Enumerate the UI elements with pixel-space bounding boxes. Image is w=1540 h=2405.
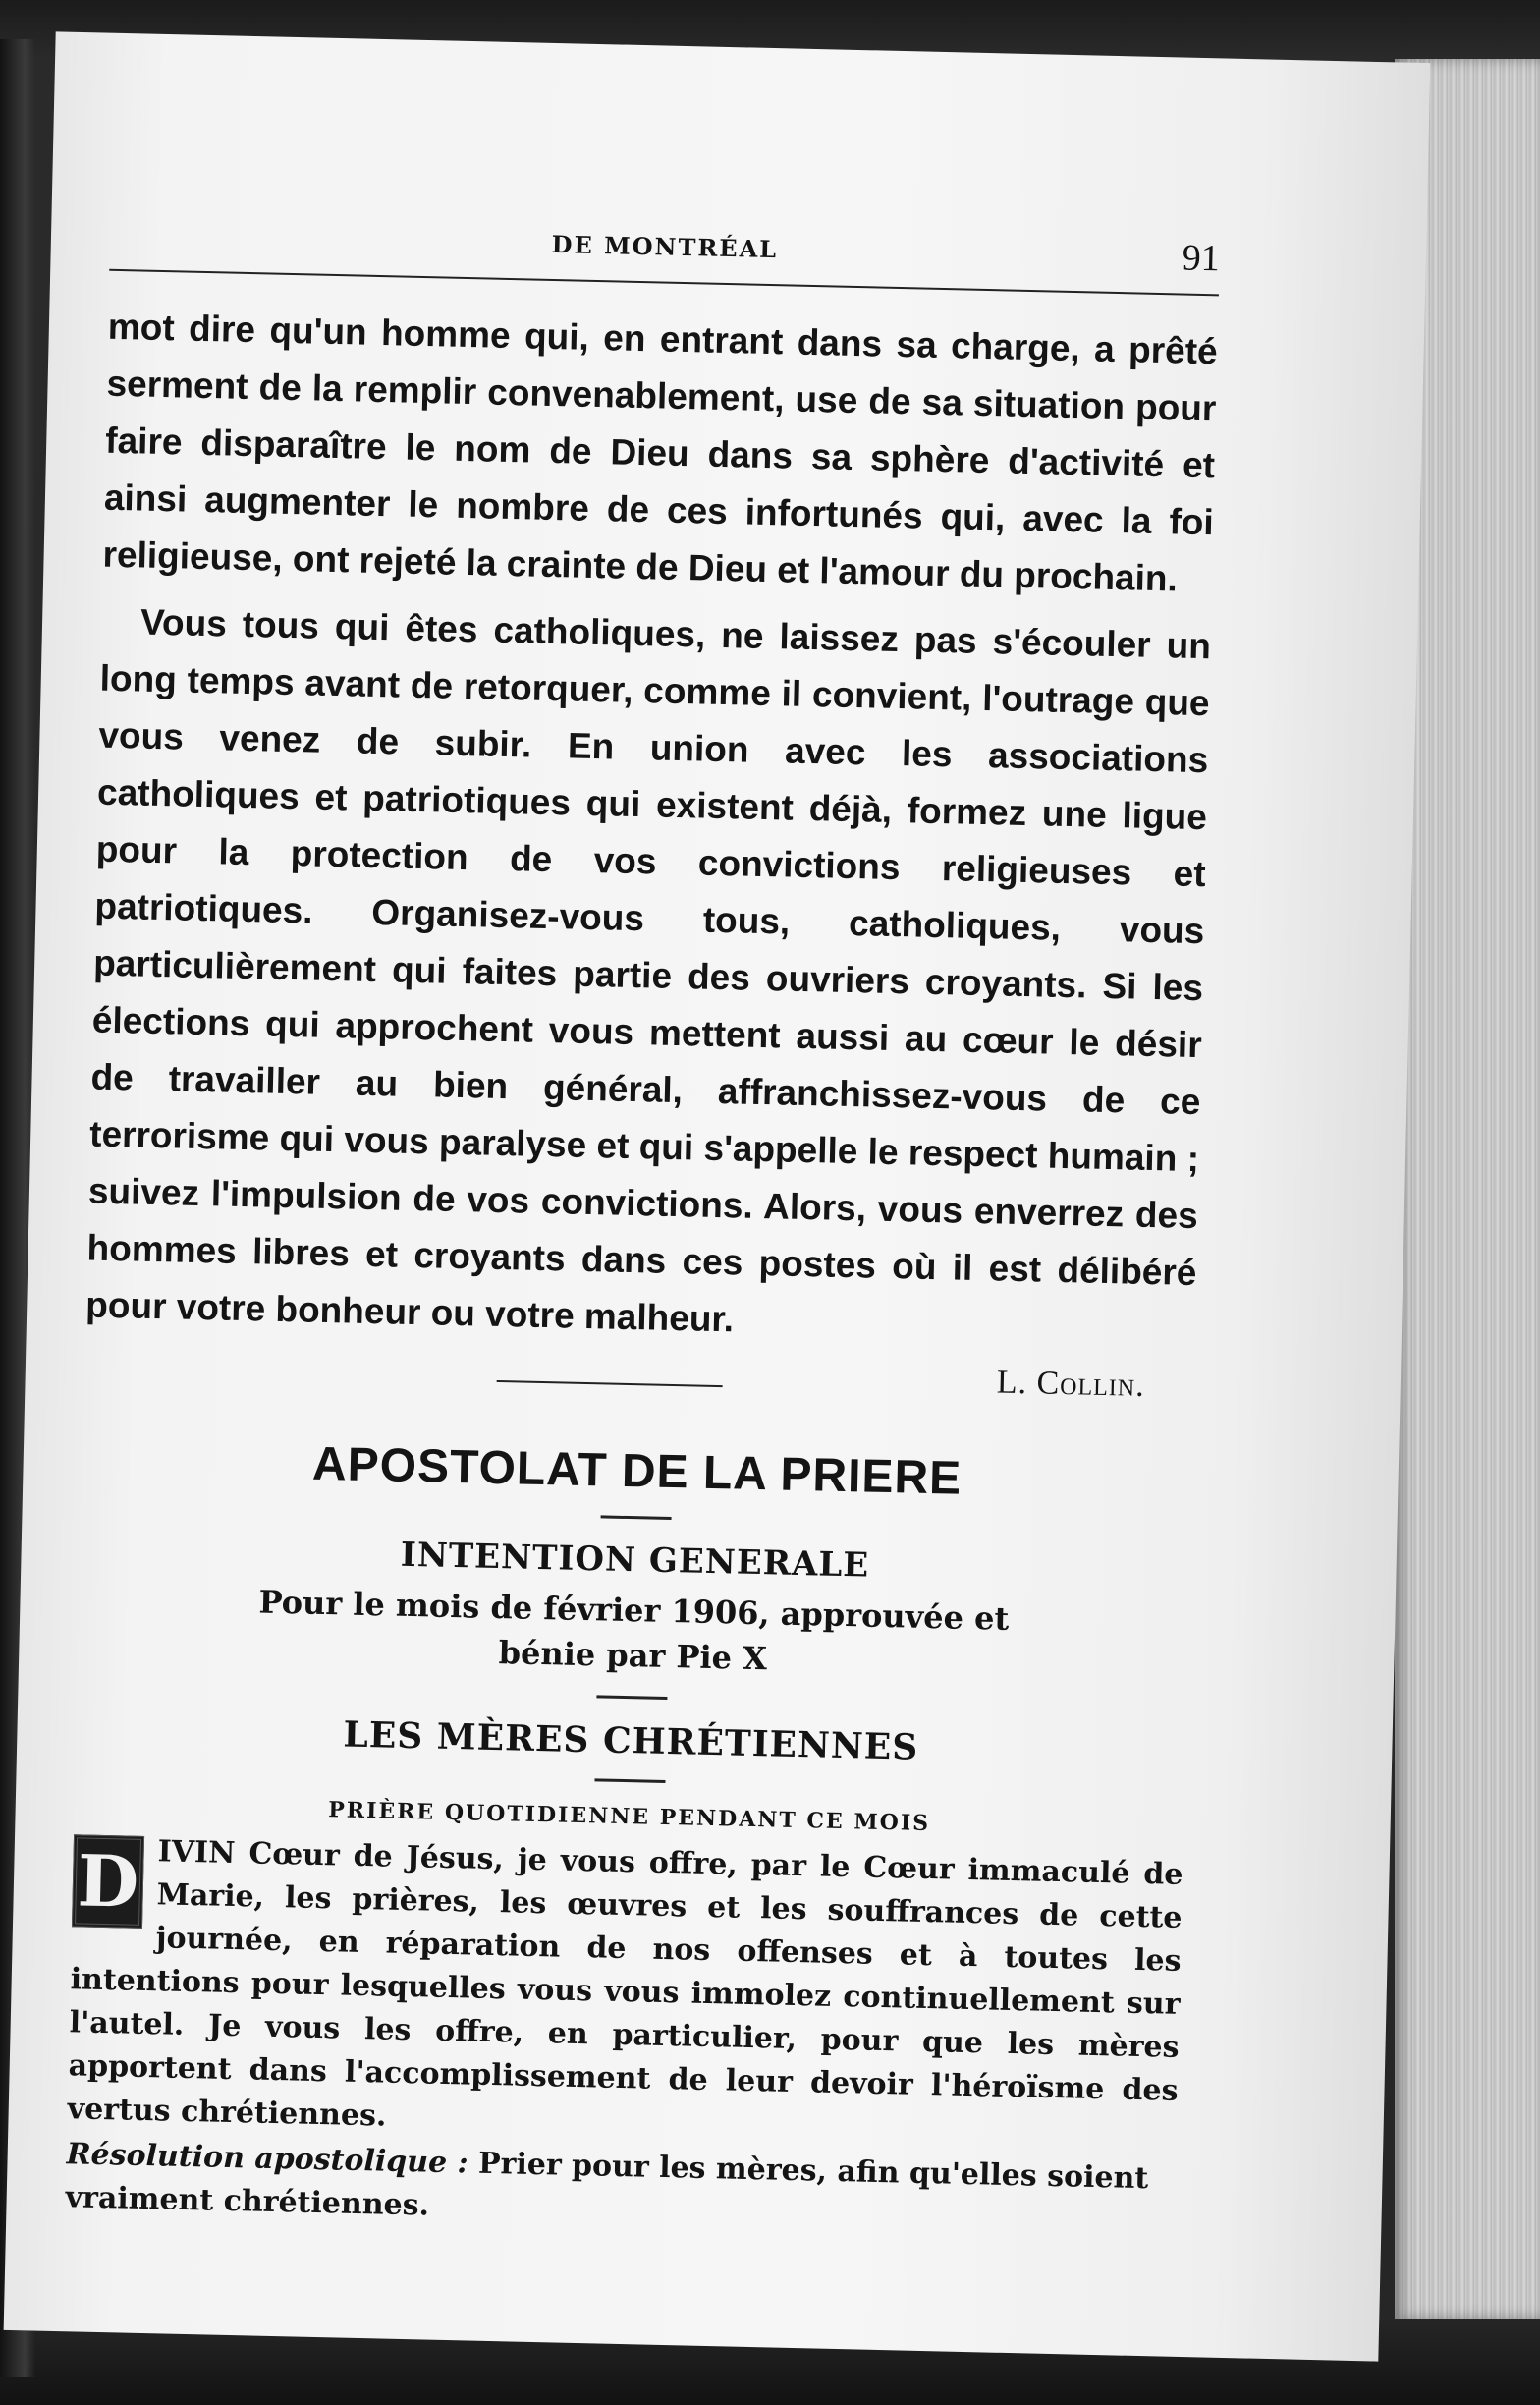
divider-rule-3 <box>594 1778 665 1783</box>
intention-subtitle: Pour le mois de février 1906, approuvée et bénie par Pie X <box>258 1583 1010 1678</box>
page-number: 91 <box>1182 237 1221 280</box>
drop-cap-letter: D <box>72 1834 144 1929</box>
prayer-text-block <box>67 1828 1183 2156</box>
article-signature: L. Collin. <box>996 1364 1146 1404</box>
apostolat-title: APOSTOLAT DE LA PRIERE <box>311 1437 962 1505</box>
resolution-text: Prier pour les mères, afin qu'elles soient vraiment chrétiennes. <box>65 2146 1149 2223</box>
prayer-heading: PRIÈRE QUOTIDIENNE PENDANT CE MOIS <box>327 1797 931 1837</box>
article-body <box>85 299 1219 1359</box>
signature-rule <box>497 1380 723 1387</box>
signature-row <box>83 1343 1194 1431</box>
page-content <box>65 200 1220 2245</box>
prayer-text: IVIN Cœur de Jésus, je vous offre, par le Cœur immaculé de Marie, les prières, les œuvres et les souffrances de cette journée, en réparation de nos offenses et à toutes les intentions pour lesquelles vous vous immolez continuellement sur l'autel. Je vous les offre, en particulier, pour que les mères apportent dans l'accomplissement de leur devoir l'héroïsme des vertus chrétiennes. <box>67 1834 1183 2134</box>
intention-title: LES MÈRES CHRÉTIENNES <box>343 1713 919 1768</box>
divider-rule-2 <box>596 1695 667 1700</box>
header-rule <box>109 269 1219 297</box>
article-paragraph-2: Vous tous qui êtes catholiques, ne laissez pas s'écouler un long temps avant de retorquer, comme il convient, l'outrage que vous venez de subir. En union avec les associations catholiques et patriotiques qui existent déjà, formez une ligue pour la protection de vos convictions religieuses et patriotiques. Organisez-vous tous, catholiques, vous particulièrement qui faites partie des ouvriers croyants. Si les élections qui approchent vous mettent aussi au cœur le désir de travailler au bien général, affranchissez-vous de ce terrorisme qui vous paralyse et qui s'appelle le respect humain ; suivez l'impulsion de vos convictions. Alors, vous enverrez des hommes libres et croyants dans ces postes où il est délibéré pour votre bonheur ou votre malheur. <box>84 601 1212 1340</box>
intention-heading: INTENTION GENERALE <box>400 1535 870 1586</box>
running-title: DE MONTRÉAL <box>551 229 779 264</box>
page-sheet <box>4 31 1431 2361</box>
divider-rule-1 <box>601 1515 672 1520</box>
resolution-label: Résolution apostolique : <box>66 2137 469 2181</box>
article-paragraph-1: mot dire qu'un homme qui, en entrant dans sa charge, a prêté serment de la remplir convenablement, use de sa situation pour faire disparaître le nom de Dieu dans sa sphère d'activité et ainsi augmenter le nombre de ces infortunés qui, avec la foi religieuse, ont rejeté la crainte de Dieu et l'amour du prochain. <box>102 306 1219 599</box>
